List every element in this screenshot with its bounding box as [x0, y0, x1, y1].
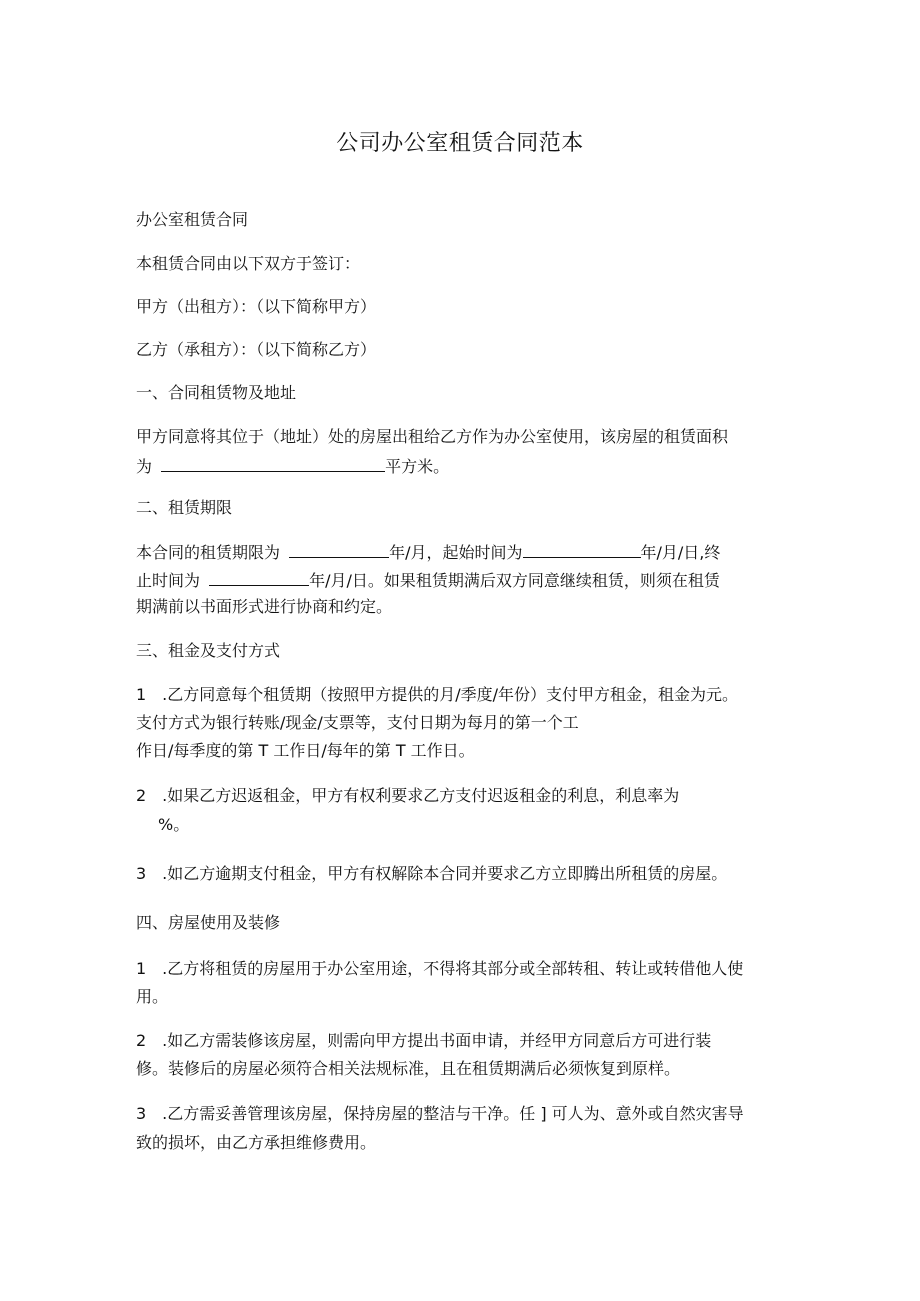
contract-subtitle: 办公室租赁合同	[136, 210, 249, 229]
section2-line2	[136, 569, 720, 591]
section1-line1: 甲方同意将其位于（地址）处的房屋出租给乙方作为办公室使用，该房屋的租赁面积	[136, 427, 729, 446]
section4-item3-line2: 致的损坏，由乙方承担维修费用。	[136, 1133, 377, 1152]
section3-item2-line1: 2 .如果乙方迟返租金，甲方有权利要求乙方支付迟返租金的利息，利息率为	[136, 786, 680, 805]
start-date-blank	[523, 541, 641, 558]
party-b-text: 乙方（承租方）：（以下简称乙方）	[136, 340, 377, 359]
section4-item1-line2: 用。	[136, 987, 169, 1006]
intro-text: 本租赁合同由以下双方于签订：	[136, 254, 361, 273]
section1-line2-suffix: 平方米。	[385, 457, 450, 476]
section1-line2-prefix: 为	[136, 457, 153, 476]
section4-heading: 四、房屋使用及装修	[136, 913, 281, 932]
area-blank	[161, 455, 385, 472]
section2-line1-a: 本合同的租赁期限为	[136, 543, 281, 562]
section4-item3-line1: 3 .乙方需妥善管理该房屋，保持房屋的整洁与干净。任 ] 可人为、意外或自然灾害导	[136, 1104, 744, 1123]
end-date-blank	[209, 569, 309, 586]
section2-line1-b: 年/月，起始时间为	[389, 543, 523, 562]
section4-item1-line1: 1 .乙方将租赁的房屋用于办公室用途，不得将其部分或全部转租、转让或转借他人使	[136, 959, 744, 978]
section1-heading: 一、合同租赁物及地址	[136, 383, 297, 402]
section3-item2-line2: %。	[158, 815, 190, 834]
party-a-text: 甲方（出租方）：（以下简称甲方）	[136, 297, 377, 316]
document-title: 公司办公室租赁合同范本	[336, 131, 584, 156]
section2-heading: 二、租赁期限	[136, 498, 233, 517]
section2-line2-a: 止时间为	[136, 571, 201, 590]
section1-line2	[136, 455, 449, 477]
section4-item2-line2: 修。装修后的房屋必须符合相关法规标准，且在租赁期满后必须恢复到原样。	[136, 1059, 681, 1078]
section2-line1-c: 年/月/日,终	[640, 543, 721, 562]
section3-item1-line2: 支付方式为银行转账/现金/支票等，支付日期为每月的第一个工	[136, 713, 579, 732]
term-blank	[289, 541, 389, 558]
section3-item3: 3 .如乙方逾期支付租金，甲方有权解除本合同并要求乙方立即腾出所租赁的房屋。	[136, 864, 728, 883]
section2-line3: 期满前以书面形式进行协商和约定。	[136, 597, 393, 616]
section2-line2-b: 年/月/日。如果租赁期满后双方同意继续租赁，则须在租赁	[309, 571, 720, 590]
section4-item2-line1: 2 .如乙方需装修该房屋，则需向甲方提出书面申请，并经甲方同意后方可进行装	[136, 1031, 712, 1050]
section3-heading: 三、租金及支付方式	[136, 641, 281, 660]
section2-line1	[136, 541, 720, 563]
section3-item1-line1: 1 .乙方同意每个租赁期（按照甲方提供的月/季度/年份）支付甲方租金，租金为元。	[136, 685, 739, 704]
section3-item1-line3: 作日/每季度的第 T 工作日/每年的第 T 工作日。	[136, 741, 475, 760]
